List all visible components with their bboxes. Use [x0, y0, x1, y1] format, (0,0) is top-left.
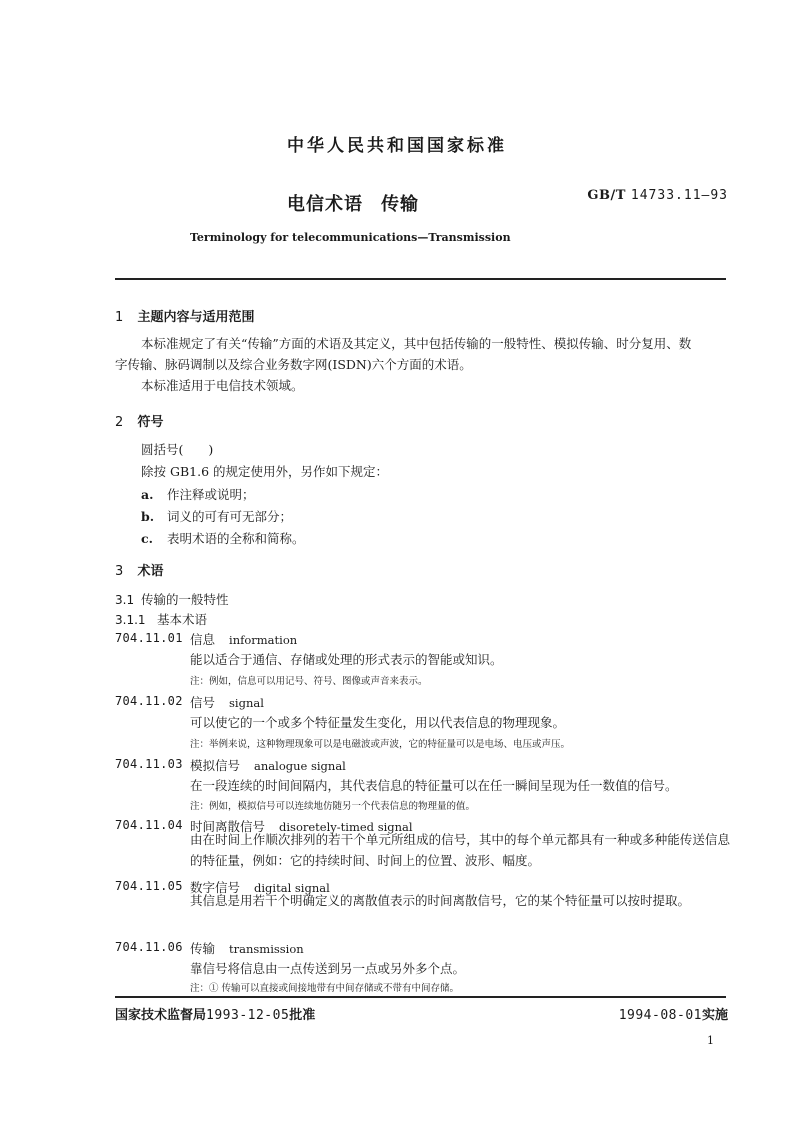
- term-name-cn: 数字信号: [190, 880, 241, 895]
- list-text-c: 表明术语的全称和简称。: [167, 531, 305, 546]
- term-definition: 由在时间上作顺次排列的若干个单元所组成的信号，其中的每个单元都具有一种或多种能传送信息的特征量，例如：它的持续时间、时间上的位置、波形、幅度。: [190, 832, 730, 868]
- list-item-a: [141, 485, 255, 503]
- section-1-heading: [115, 306, 255, 325]
- term-definition: 在一段连续的时间间隔内，其代表信息的特征量可以在任一瞬间呈现为任一数值的信号。: [190, 778, 678, 793]
- implementation-suffix: 实施: [701, 1008, 728, 1023]
- list-label-a: a.: [141, 487, 154, 502]
- list-item-c: [141, 529, 305, 547]
- section-1-para-1-line-2: 字传输、脉码调制以及综合业务数字网(ISDN)六个方面的术语。: [115, 357, 472, 372]
- section-1-para-1-line-1: 本标准规定了有关“传输”方面的术语及其定义，其中包括传输的一般特性、模拟传输、时分复用、数: [141, 336, 692, 351]
- term-definition: 可以使它的一个或多个特征量发生变化，用以代表信息的物理现象。: [190, 715, 566, 730]
- section-2-line-1: 圆括号( ): [141, 442, 214, 457]
- term-name: [190, 756, 346, 774]
- term-name-en: disoretely-timed signal: [279, 820, 413, 834]
- list-text-a: 作注释或说明；: [167, 487, 255, 502]
- term-name: [190, 630, 297, 648]
- term-note: 注：例如，模拟信号可以连续地仿随另一个代表信息的物理量的值。: [190, 801, 476, 812]
- term-definition: 能以适合于通信、存储或处理的形式表示的智能或知识。: [190, 652, 503, 667]
- national-standard-heading: 中华人民共和国国家标准: [287, 136, 507, 156]
- approval-suffix: 批准: [289, 1008, 316, 1023]
- page-number: 1: [707, 1034, 714, 1047]
- term-name-cn: 时间离散信号: [190, 819, 266, 834]
- term-name-en: analogue signal: [254, 759, 346, 773]
- term-name: [190, 939, 304, 957]
- term-definition: 靠信号将信息由一点传送到另一点或另外多个点。: [190, 961, 466, 976]
- section-2-title: 符号: [137, 415, 164, 430]
- implementation-line: [619, 1004, 728, 1023]
- english-title: Terminology for telecommunications—Transmission: [190, 231, 511, 244]
- term-id: 704.11.05: [115, 879, 183, 893]
- subsection-3-1-1-title: 基本术语: [157, 612, 208, 627]
- term-id: 704.11.04: [115, 818, 183, 832]
- term-name-cn: 传输: [190, 941, 216, 956]
- term-definition: 其信息是用若干个明确定义的离散值表示的时间离散信号，它的某个特征量可以按时提取。: [190, 893, 691, 908]
- title-part-1: 电信术语: [287, 194, 363, 215]
- list-text-b: 词义的可有可无部分；: [167, 509, 293, 524]
- section-2-heading: [115, 411, 164, 430]
- section-1-title: 主题内容与适用范围: [137, 310, 255, 325]
- term-id: 704.11.06: [115, 940, 183, 954]
- term-name-en: signal: [229, 696, 264, 710]
- subsection-3-1: [115, 590, 229, 608]
- term-id: 704.11.01: [115, 631, 183, 645]
- list-item-b: [141, 507, 292, 525]
- implementation-date: 1994-08-01: [618, 1008, 702, 1023]
- code-prefix: GB/T: [587, 188, 626, 203]
- term-name-cn: 信息: [190, 632, 216, 647]
- code-number: 14733.11—93: [630, 188, 728, 203]
- subsection-3-1-title: 传输的一般特性: [141, 592, 229, 607]
- section-2-number: 2: [115, 415, 124, 430]
- standard-code: [587, 188, 728, 203]
- term-name: [190, 693, 264, 711]
- list-label-b: b.: [141, 509, 155, 524]
- approval-org: 国家技术监督局: [115, 1008, 207, 1023]
- term-id: 704.11.03: [115, 757, 183, 771]
- term-name-en: digital signal: [254, 881, 330, 895]
- approval-date: 1993-12-05: [206, 1008, 290, 1023]
- section-1-para-2: 本标准适用于电信技术领域。: [141, 378, 304, 393]
- term-note: 注：举例来说，这种物理现象可以是电磁波或声波，它的特征量可以是电场、电压或声压。: [190, 739, 571, 750]
- title-part-2: 传输: [381, 194, 419, 215]
- section-2-line-2: 除按 GB1.6 的规定使用外，另作如下规定：: [141, 464, 388, 479]
- approval-line: [115, 1004, 315, 1023]
- term-name-cn: 信号: [190, 695, 216, 710]
- header-divider: [115, 278, 726, 280]
- section-1-number: 1: [115, 310, 124, 325]
- list-label-c: c.: [141, 531, 153, 546]
- term-name-cn: 模拟信号: [190, 758, 241, 773]
- term-note: 注：① 传输可以直接或间接地带有中间存储或不带有中间存储。: [190, 983, 460, 994]
- subsection-3-1-1-number: 3.1.1: [115, 613, 146, 627]
- term-name-en: information: [229, 633, 298, 647]
- section-3-number: 3: [115, 564, 124, 579]
- term-id: 704.11.02: [115, 694, 183, 708]
- term-note: 注：例如，信息可以用记号、符号、图像或声音来表示。: [190, 676, 428, 687]
- term-name-en: transmission: [229, 942, 304, 956]
- subsection-3-1-1: [115, 610, 207, 628]
- section-3-title: 术语: [137, 564, 164, 579]
- footer-divider: [115, 996, 726, 998]
- section-3-heading: [115, 560, 164, 579]
- subsection-3-1-number: 3.1: [115, 593, 135, 607]
